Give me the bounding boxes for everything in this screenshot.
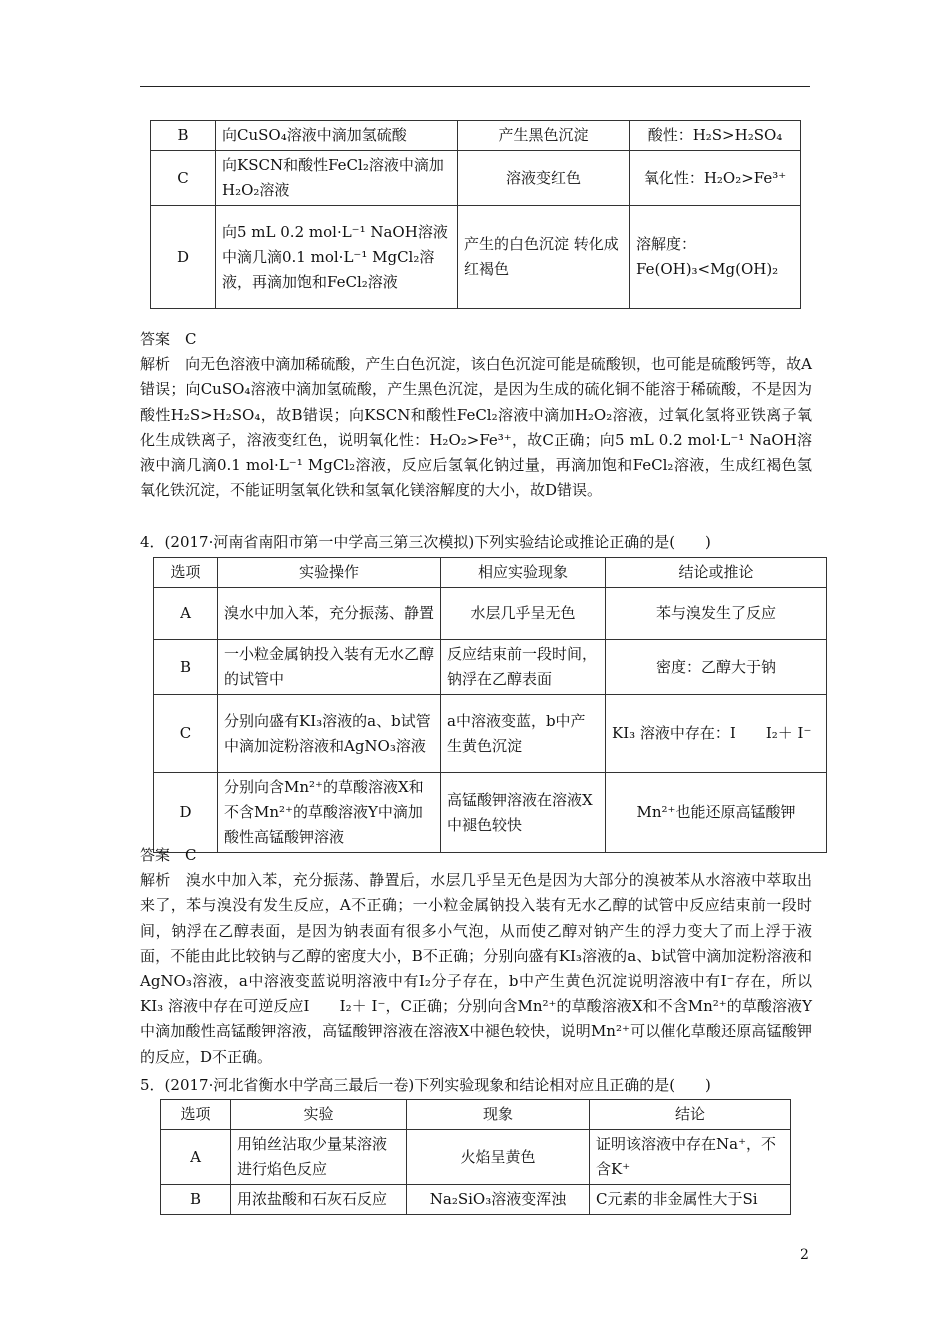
phenomenon-cell: 反应结束前一段时间，钠浮在乙醇表面 (441, 640, 606, 695)
analysis-paragraph: 解析 向无色溶液中滴加稀硫酸，产生白色沉淀，该白色沉淀可能是硫酸钡，也可能是硫酸钙等，故A错误；向CuSO₄溶液中滴加氢硫酸，产生黑色沉淀，是因为生成的硫化铜不能溶于稀硫酸，不是因为酸性H₂S>H₂SO₄，故B错误；向KSCN和酸性FeCl₂溶液中滴加H₂O₂溶液，过氧化氢将亚铁离子氧化生成铁离子，溶液变红色，说明氧化性：H₂O₂>Fe³⁺，故C正确；向5 mL 0.2 mol·L⁻¹ NaOH溶液中滴几滴0.1 mol·L⁻¹ MgCl₂溶液，反应后氢氧化钠过量，再滴加饱和FeCl₂溶液，生成红褐色氢氧化铁沉淀，不能证明氢氧化铁和氢氧化镁溶解度的大小，故D错误。 (140, 355, 812, 500)
column-header: 结论或推论 (606, 558, 827, 588)
operation-cell: 用铂丝沾取少量某溶液进行焰色反应 (231, 1130, 407, 1185)
column-header: 实验 (231, 1100, 407, 1130)
conclusion-cell: 密度：乙醇大于钠 (606, 640, 827, 695)
table-row (151, 151, 801, 206)
phenomenon-cell: Na₂SiO₃溶液变浑浊 (407, 1185, 590, 1215)
phenomenon-cell: 产生的白色沉淀 转化成红褐色 (458, 206, 630, 309)
table-q4 (153, 557, 827, 853)
phenomenon-cell: a中溶液变蓝，b中产生黄色沉淀 (441, 695, 606, 773)
table-q5 (160, 1099, 791, 1215)
table-row (154, 588, 827, 640)
table-row (154, 695, 827, 773)
conclusion-cell: 证明该溶液中存在Na⁺，不含K⁺ (590, 1130, 791, 1185)
table-header-row (161, 1100, 791, 1130)
table-row (151, 121, 801, 151)
question-4: 4．(2017·河南省南阳市第一中学高三第三次模拟)下列实验结论或推论正确的是( ) (140, 533, 711, 551)
phenomenon-cell: 高锰酸钾溶液在溶液X中褪色较快 (441, 773, 606, 853)
answer-line: 答案 C (140, 846, 197, 864)
operation-cell: 向CuSO₄溶液中滴加氢硫酸 (216, 121, 458, 151)
option-cell: C (154, 695, 218, 773)
operation-cell: 溴水中加入苯，充分振荡、静置 (218, 588, 441, 640)
header-rule (140, 86, 810, 87)
question-5: 5．(2017·河北省衡水中学高三最后一卷)下列实验现象和结论相对应且正确的是( ) (140, 1076, 711, 1094)
conclusion-cell: C元素的非金属性大于Si (590, 1185, 791, 1215)
page-number: 2 (800, 1247, 809, 1263)
column-header: 现象 (407, 1100, 590, 1130)
table-row (151, 206, 801, 309)
phenomenon-cell: 产生黑色沉淀 (458, 121, 630, 151)
conclusion-cell: Mn²⁺也能还原高锰酸钾 (606, 773, 827, 853)
option-cell: A (154, 588, 218, 640)
answer-line: 答案 C (140, 330, 197, 348)
conclusion-cell: KI₃ 溶液中存在：I I₂＋ I⁻ (606, 695, 827, 773)
table-header-row (154, 558, 827, 588)
analysis-paragraph: 解析 溴水中加入苯，充分振荡、静置后，水层几乎呈无色是因为大部分的溴被苯从水溶液中萃取出来了，苯与溴没有发生反应，A不正确；一小粒金属钠投入装有无水乙醇的试管中反应结束前一段时间，钠浮在乙醇表面，是因为钠表面有很多小气泡，从而使乙醇对钠产生的浮力变大了而上浮于液面，不能由此比较钠与乙醇的密度大小，B不正确；分别向盛有KI₃溶液的a、b试管中滴加淀粉溶液和AgNO₃溶液，a中溶液变蓝说明溶液中有I₂分子存在，b中产生黄色沉淀说明溶液中有I⁻存在，所以KI₃ 溶液中存在可逆反应I I₂＋ I⁻，C正确；分别向含Mn²⁺的草酸溶液X和不含Mn²⁺的草酸溶液Y中滴加酸性高锰酸钾溶液，高锰酸钾溶液在溶液X中褪色较快，说明Mn²⁺可以催化草酸还原高锰酸钾的反应，D不正确。 (140, 871, 812, 1066)
table-row (161, 1130, 791, 1185)
option-cell: D (151, 206, 216, 309)
table-row (154, 640, 827, 695)
operation-cell: 一小粒金属钠投入装有无水乙醇的试管中 (218, 640, 441, 695)
conclusion-cell: 酸性：H₂S>H₂SO₄ (630, 121, 801, 151)
operation-cell: 分别向盛有KI₃溶液的a、b试管中滴加淀粉溶液和AgNO₃溶液 (218, 695, 441, 773)
column-header: 实验操作 (218, 558, 441, 588)
table-row (154, 773, 827, 853)
option-cell: D (154, 773, 218, 853)
option-cell: C (151, 151, 216, 206)
conclusion-cell: 溶解度：Fe(OH)₃<Mg(OH)₂ (630, 206, 801, 309)
phenomenon-cell: 火焰呈黄色 (407, 1130, 590, 1185)
operation-cell: 分别向含Mn²⁺的草酸溶液X和不含Mn²⁺的草酸溶液Y中滴加酸性高锰酸钾溶液 (218, 773, 441, 853)
phenomenon-cell: 水层几乎呈无色 (441, 588, 606, 640)
operation-cell: 用浓盐酸和石灰石反应 (231, 1185, 407, 1215)
column-header: 选项 (154, 558, 218, 588)
operation-cell: 向5 mL 0.2 mol·L⁻¹ NaOH溶液中滴几滴0.1 mol·L⁻¹ MgCl₂溶液，再滴加饱和FeCl₂溶液 (216, 206, 458, 309)
conclusion-cell: 氧化性：H₂O₂>Fe³⁺ (630, 151, 801, 206)
column-header: 相应实验现象 (441, 558, 606, 588)
answer-analysis-block-1 (140, 327, 812, 503)
operation-cell: 向KSCN和酸性FeCl₂溶液中滴加H₂O₂溶液 (216, 151, 458, 206)
option-cell: B (151, 121, 216, 151)
option-cell: B (161, 1185, 231, 1215)
option-cell: B (154, 640, 218, 695)
answer-analysis-block-2 (140, 843, 812, 1070)
conclusion-cell: 苯与溴发生了反应 (606, 588, 827, 640)
option-cell: A (161, 1130, 231, 1185)
column-header: 选项 (161, 1100, 231, 1130)
table-q3-continued (150, 120, 801, 309)
table-row (161, 1185, 791, 1215)
phenomenon-cell: 溶液变红色 (458, 151, 630, 206)
column-header: 结论 (590, 1100, 791, 1130)
